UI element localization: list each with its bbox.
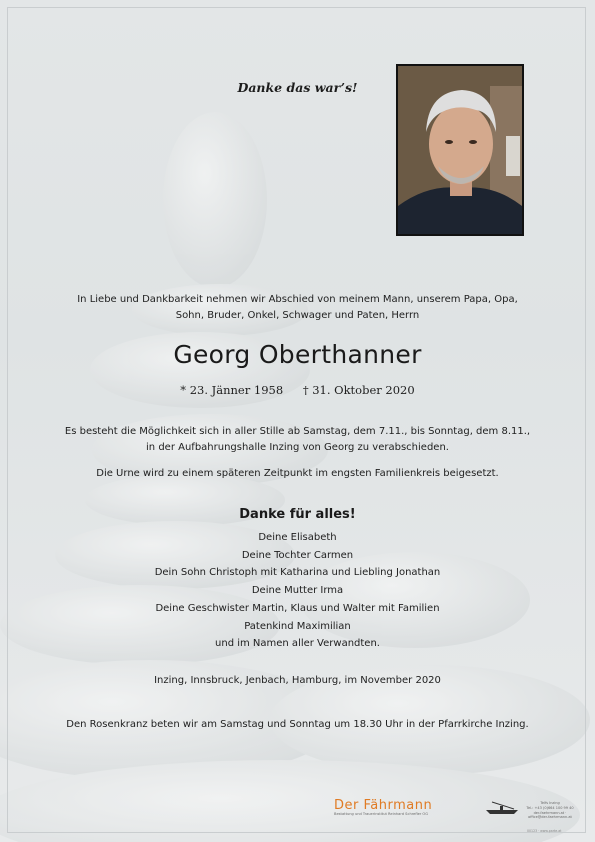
rosary-text: Den Rosenkranz beten wir am Samstag und Sonntag um 18.30 Uhr in der Pfarrkirche Inzing.: [66, 719, 529, 730]
intro-text: In Liebe und Dankbarkeit nehmen wir Abschied von meinem Mann, unserem Papa, Opa, Sohn, Bruder, Onkel, Schwager und Paten, Herrn: [77, 294, 518, 321]
footer-code: 00123 · www.parte.at: [527, 829, 562, 833]
contact-info: Telfs Inzing Tel.: +43 (0)664 100 99 40 der-faehrmann.at · office@der-faehrmann.at: [526, 801, 574, 820]
birth-date: * 23. Jänner 1958: [180, 383, 284, 397]
logo-title: Der Fährmann: [334, 798, 433, 813]
farewell-text: Es besteht die Möglichkeit sich in aller Stille ab Samstag, dem 7.11., bis Sonntag, dem 8.11., in der Aufbahrungshalle Inzing von Georg zu verabschieden.: [64, 426, 531, 453]
motto: Danke das war’s!: [237, 80, 358, 95]
place-date: Inzing, Innsbruck, Jenbach, Hamburg, im November 2020: [154, 675, 441, 686]
mourner: und im Namen aller Verwandten.: [215, 638, 380, 650]
funeral-home-logo: [334, 798, 486, 816]
urn-text: Die Urne wird zu einem späteren Zeitpunkt im engsten Familienkreis beigesetzt.: [96, 468, 499, 479]
mourners-list: [40, 529, 555, 653]
thanks-heading: Danke für alles!: [239, 507, 356, 522]
deceased-name: Georg Oberthanner: [173, 340, 422, 369]
mourner: Dein Sohn Christoph mit Katharina und Liebling Jonathan: [154, 567, 441, 579]
death-date: † 31. Oktober 2020: [302, 383, 415, 397]
mourner: Deine Elisabeth: [258, 532, 337, 543]
mourner: Deine Mutter Irma: [251, 585, 344, 597]
mourner: Patenkind Maximilian: [244, 620, 351, 632]
mourner: Deine Geschwister Martin, Klaus und Walter mit Familien: [155, 602, 440, 614]
portrait-photo: [396, 64, 524, 236]
ferry-boat-icon: [484, 800, 520, 816]
life-dates: [40, 383, 555, 397]
mourner: Deine Tochter Carmen: [241, 549, 354, 561]
logo-subtitle: Bestattung und Trauerinstitut Reinhard Schrefler OG: [334, 812, 429, 816]
